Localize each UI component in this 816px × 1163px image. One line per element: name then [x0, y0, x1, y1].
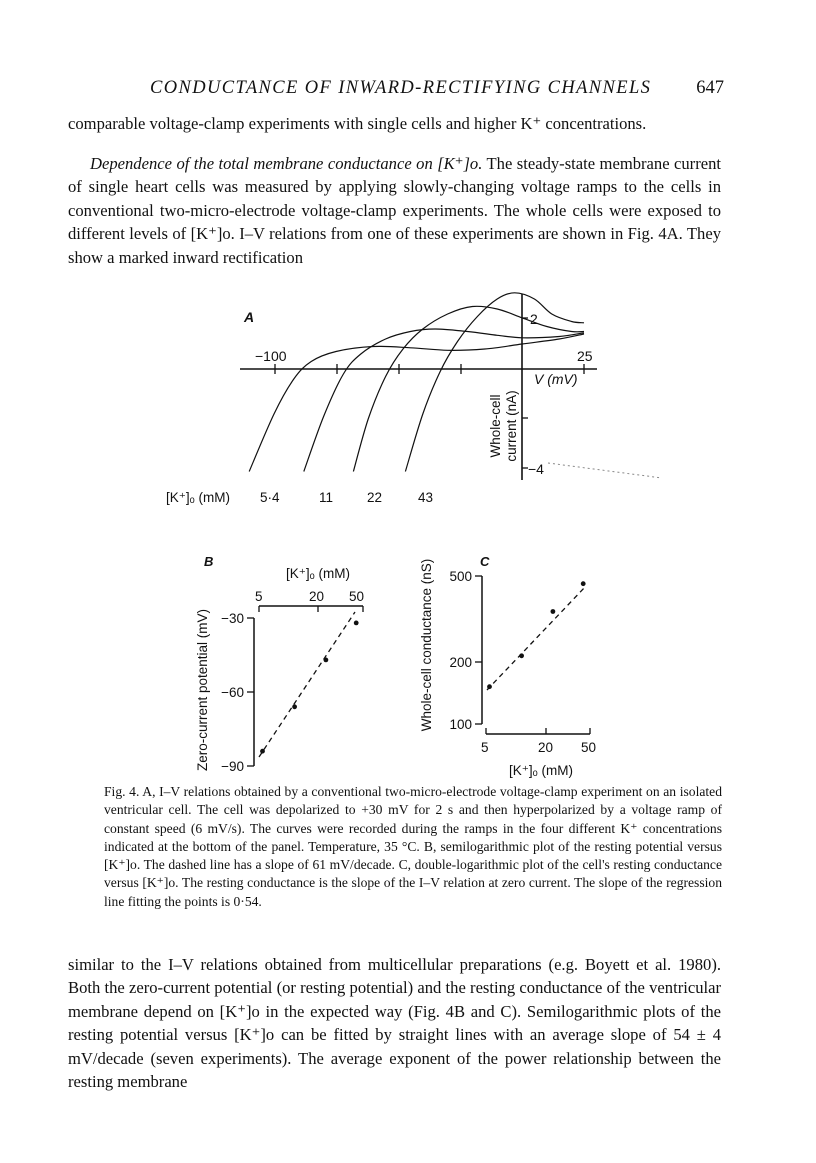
panel-b-top-axis-label: [K⁺]ₒ (mM) [286, 566, 350, 581]
panel-c-point-1 [519, 653, 524, 658]
panel-a-y-tick-bottom: −4 [528, 461, 544, 477]
panel-b-letter: B [204, 554, 214, 569]
panel-b-top-ticks [259, 606, 363, 612]
panel-a-conc-prefix: [K⁺]ₒ (mM) [166, 490, 230, 505]
panel-a-conc-label-43: 43 [418, 490, 434, 505]
figure-caption [104, 783, 722, 911]
panel-c-y-tick-200: 200 [449, 655, 472, 670]
panel-a-x-tick-right: 25 [577, 348, 593, 364]
panel-c-fit-line [487, 586, 586, 690]
caption-text: A, I–V relations obtained by a conventional two-micro-electrode voltage-clamp experiment on an isolated ventricular cell. The cell was depolarized to +30 mV for 2 s and then hyperpolarized by a voltage ramp of constant speed (6 mV/s). The curves were recorded during the ramps in the four different K⁺ concentrations indicated at the bottom of the panel. Temperature, 35 °C. B, semilogarithmic plot of the resting potential versus [K⁺]o. The dashed line has a slope of 61 mV/decade. C, double-logarithmic plot of the cell's resting conductance versus [K⁺]o. The resting conductance is the slope of the I–V relation at zero current. The slope of the regression line fitting the points is 0·54. [104, 784, 722, 909]
paragraph-body: The steady-state membrane current of single heart cells was measured by applying slowly-changing voltage ramps to the cells in conventional two-micro-electrode voltage-clamp experiments. The whole cells were exposed to different levels of [K⁺]o. I–V relations from one of these experiments are shown in Fig. 4A. They show a marked inward rectification [68, 154, 721, 267]
panel-b-point-3 [354, 621, 359, 626]
panel-a-letter: A [244, 309, 255, 325]
paragraph-continuation: comparable voltage-clamp experiments with single cells and higher K⁺ concentrations. [68, 114, 647, 133]
panel-a-y-tick-top: 2 [530, 311, 538, 327]
panel-c-points [487, 581, 585, 689]
panel-b-point-1 [292, 704, 297, 709]
panel-c-y-axis-label: Whole-cell conductance (nS) [419, 558, 434, 732]
panel-c-x-ticks [486, 728, 590, 734]
panel-a-y-axis-label-2: current (nA) [504, 390, 519, 462]
panel-c-y-tick-500: 500 [449, 569, 472, 584]
panel-b-point-2 [324, 658, 329, 663]
panel-b-top-tick-20: 20 [309, 589, 325, 604]
paragraph-run-in-heading: Dependence of the total membrane conductance on [K⁺]o. [90, 154, 483, 173]
panel-a-conc-label-22: 22 [367, 490, 383, 505]
panel-b-point-0 [260, 749, 265, 754]
panel-b [195, 554, 364, 774]
panel-c-letter: C [480, 554, 490, 569]
panel-a-conc-label-11: 11 [319, 490, 334, 505]
panel-b-top-tick-50: 50 [349, 589, 365, 604]
panel-a-x-tick-left: −100 [255, 348, 287, 364]
page-number: 647 [696, 78, 724, 98]
panel-a-y-ticks [522, 318, 528, 468]
running-title: CONDUCTANCE OF INWARD-RECTIFYING CHANNELS [150, 78, 652, 98]
panel-c-y-tick-100: 100 [449, 717, 472, 732]
caption-label: Fig. 4. [104, 784, 140, 799]
paragraph-results: similar to the I–V relations obtained from multicellular preparations (e.g. Boyett et al. 1980). Both the zero-current potential (or resting potential) and the resting conductance of the ventricular membrane depend on [K⁺]o in the expected way (Fig. 4B and C). Semilogarithmic plots of the resting potential versus [K⁺]o can be fitted by straight lines with an average slope of 54 ± 4 mV/decade (seven experiments). The average exponent of the power relationship between the resting membrane [68, 955, 721, 1092]
panel-c [419, 554, 596, 778]
panel-a [166, 293, 662, 505]
panel-b-fit-line [259, 612, 355, 757]
panel-a-y-axis-label-1: Whole-cell [488, 394, 503, 458]
panel-a-dotted-trace [548, 463, 662, 478]
panel-c-x-tick-5: 5 [481, 740, 489, 755]
panel-b-y-tick-90: −90 [221, 759, 244, 774]
panel-b-top-tick-5: 5 [255, 589, 263, 604]
panel-b-y-tick-30: −30 [221, 611, 244, 626]
panel-b-y-axis-label: Zero-current potential (mV) [195, 608, 210, 772]
panel-c-point-0 [487, 684, 492, 689]
panel-b-y-tick-60: −60 [221, 685, 244, 700]
panel-c-point-2 [551, 609, 556, 614]
panel-a-x-axis-label: V (mV) [534, 371, 578, 387]
panel-b-y-ticks [247, 618, 254, 766]
panel-c-y-ticks [475, 576, 482, 724]
panel-c-x-axis-label: [K⁺]ₒ (mM) [509, 763, 573, 778]
panel-c-point-3 [581, 581, 586, 586]
iv-curve-0 [249, 334, 584, 472]
panel-a-conc-label-5-4: 5·4 [260, 490, 280, 505]
panel-c-x-tick-20: 20 [538, 740, 554, 755]
panel-c-x-tick-50: 50 [581, 740, 597, 755]
